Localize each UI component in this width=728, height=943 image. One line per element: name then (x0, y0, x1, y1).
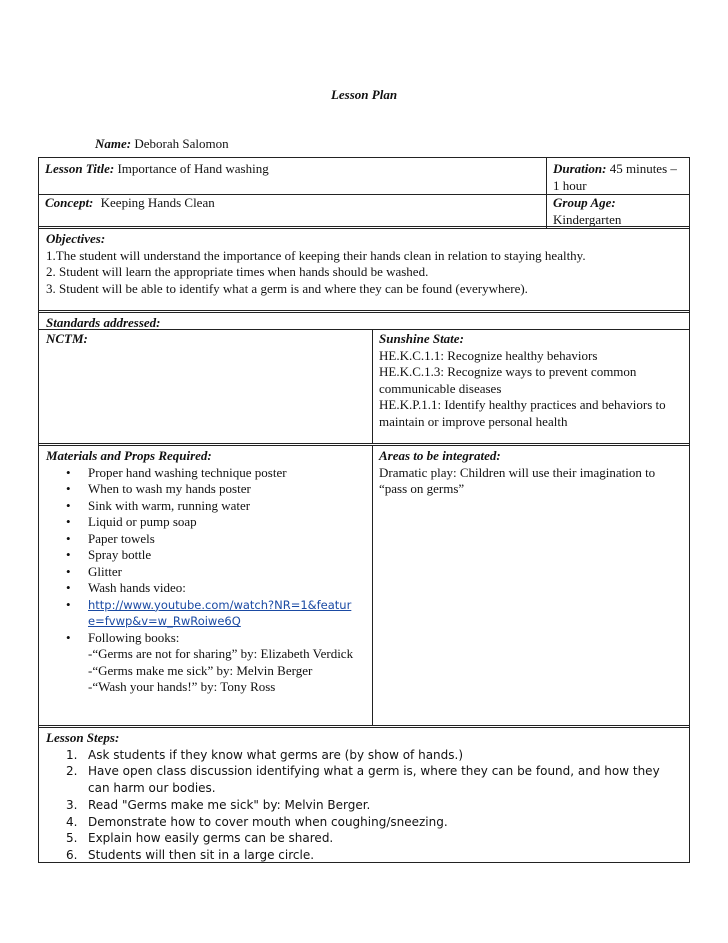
materials-item: • Sink with warm, running water (66, 498, 365, 515)
standards-label: Standards addressed: (46, 315, 161, 330)
nctm-cell (38, 329, 372, 350)
document-title: Lesson Plan (330, 87, 398, 102)
lesson-step: 6. Students will then sit in a large circle. (66, 848, 315, 863)
sunshine-label: Sunshine State: (379, 331, 464, 346)
nctm-label: NCTM: (46, 331, 88, 346)
materials-item: • Paper towels (66, 531, 365, 548)
lesson-title-value: Importance of Hand washing (117, 161, 269, 176)
materials-column-divider (372, 446, 373, 726)
header-column-divider (546, 157, 547, 228)
name-value: Deborah Salomon (134, 136, 229, 151)
lesson-steps-section (38, 728, 690, 866)
video-link[interactable]: • http://www.youtube.com/watch?NR=1&feature=fvwp&v=w_RwRoiwe6Q (88, 597, 352, 628)
lesson-step: 2. Have open class discussion identifying what a germ is, where they can be found, and how they can harm our bodies. (66, 764, 660, 796)
materials-item: • When to wash my hands poster (66, 481, 365, 498)
concept-value: Keeping Hands Clean (100, 195, 215, 210)
book-item: -“Germs are not for sharing” by: Elizabeth Verdick (88, 646, 354, 661)
concept-label: Concept: (45, 195, 94, 210)
book-item: -“Wash your hands!” by: Tony Ross (88, 679, 276, 694)
lesson-step: 4. Demonstrate how to cover mouth when coughing/sneezing. (66, 814, 448, 829)
materials-item-link (66, 597, 365, 630)
materials-item: • Wash hands video: (66, 580, 365, 597)
standards-column-divider (372, 329, 373, 443)
lesson-title-label: Lesson Title: (45, 161, 115, 176)
group-age-value: Kindergarten (553, 211, 622, 227)
lesson-steps-list (46, 747, 683, 865)
books-list (46, 646, 365, 696)
duration-cell (546, 159, 690, 196)
lesson-title-cell (38, 159, 546, 180)
name-label: Name: (95, 136, 132, 151)
sunshine-item: HE.K.C.1.1: Recognize healthy behaviors (379, 347, 598, 363)
objectives-section (38, 229, 690, 299)
areas-label: Areas to be integrated: (379, 448, 501, 463)
materials-item: • Proper hand washing technique poster (66, 465, 365, 482)
materials-item: • Glitter (66, 564, 365, 581)
name-line (95, 136, 229, 153)
materials-item: • Liquid or pump soap (66, 514, 365, 531)
lesson-step: 3. Read "Germs make me sick" by: Melvin Berger. (66, 797, 371, 812)
materials-cell (38, 446, 372, 698)
objective-item: 1.The student will understand the importance of keeping their hands clean in relation to staying healthy. (46, 247, 586, 263)
lesson-step: 1. Ask students if they know what germs are (by show of hands.) (66, 747, 464, 762)
concept-cell (38, 193, 546, 214)
objective-item: 2. Student will learn the appropriate times when hands should be washed. (46, 264, 429, 279)
lesson-step: 5. Explain how easily germs can be shared. (66, 831, 334, 846)
sunshine-item: HE.K.P.1.1: Identify healthy practices and behaviors to maintain or improve personal health (379, 397, 666, 429)
duration-label: Duration: (553, 161, 607, 176)
sunshine-item: HE.K.C.1.3: Recognize ways to prevent common communicable diseases (379, 364, 637, 396)
objective-item: 3. Student will be able to identify what a germ is and where they can be found (everywhere). (46, 280, 528, 296)
group-age-label: Group Age: (553, 195, 616, 210)
materials-item: • Following books: (66, 630, 365, 647)
book-item: -“Germs make me sick” by: Melvin Berger (88, 662, 313, 678)
materials-item: • Spray bottle (66, 547, 365, 564)
objectives-label: Objectives: (46, 231, 106, 246)
areas-cell (372, 446, 690, 500)
sunshine-cell (372, 329, 690, 432)
duration-value: 45 minutes – 1 hour (553, 161, 677, 193)
materials-list (46, 465, 365, 647)
lesson-steps-label: Lesson Steps: (46, 730, 120, 745)
group-age-cell (546, 193, 690, 230)
areas-text: Dramatic play: Children will use their imagination to “pass on germs” (379, 464, 656, 496)
materials-label: Materials and Props Required: (46, 448, 212, 463)
